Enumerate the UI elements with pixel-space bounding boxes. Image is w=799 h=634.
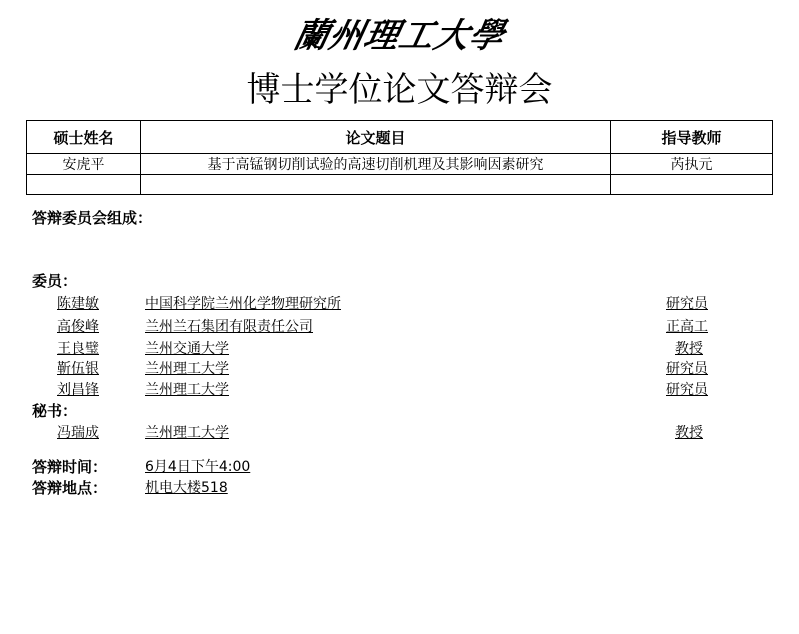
- cell-advisor: 芮执元: [611, 154, 773, 175]
- member-org: 兰州兰石集团有限责任公司: [145, 319, 313, 335]
- thesis-table: [26, 120, 773, 195]
- defense-place-value: 机电大楼518: [145, 480, 228, 496]
- defense-time-value: 6月4日下午4:00: [145, 459, 251, 475]
- cell-empty: [27, 175, 141, 195]
- member-name: 陈建敏: [57, 296, 99, 312]
- member-title: 研究员: [666, 361, 708, 377]
- header-advisor: 指导教师: [611, 121, 773, 154]
- member-org: 兰州交通大学: [145, 341, 229, 357]
- table-header-row: [27, 121, 773, 154]
- page-title: 博士学位论文答辩会: [246, 70, 553, 110]
- cell-empty: [141, 175, 611, 195]
- secretary-label: 秘书：: [32, 402, 78, 420]
- table-row: [27, 154, 773, 175]
- cell-thesis-title: 基于高锰钢切削试验的高速切削机理及其影响因素研究: [141, 154, 611, 175]
- member-title: 正高工: [666, 319, 708, 335]
- member-name: 高俊峰: [57, 319, 99, 335]
- member-name: 靳伍银: [57, 361, 99, 377]
- secretary-title: 教授: [675, 425, 703, 441]
- header-thesis-title: 论文题目: [141, 121, 611, 154]
- member-name: 王良璧: [57, 341, 99, 357]
- member-title: 教授: [675, 341, 703, 357]
- secretary-name: 冯瑞成: [57, 425, 99, 441]
- defense-time-label: 答辩时间：: [32, 458, 108, 476]
- cell-empty: [611, 175, 773, 195]
- defense-place-label: 答辩地点：: [32, 479, 108, 497]
- member-org: 中国科学院兰州化学物理研究所: [145, 296, 341, 312]
- member-org: 兰州理工大学: [145, 361, 229, 377]
- secretary-org: 兰州理工大学: [145, 425, 229, 441]
- table-row: [27, 175, 773, 195]
- member-title: 研究员: [666, 382, 708, 398]
- university-logo: 蘭州理工大學: [290, 16, 509, 56]
- members-label: 委员：: [32, 272, 78, 290]
- member-name: 刘昌锋: [57, 382, 99, 398]
- member-org: 兰州理工大学: [145, 382, 229, 398]
- member-title: 研究员: [666, 296, 708, 312]
- cell-student-name: 安虎平: [27, 154, 141, 175]
- header-student-name: 硕士姓名: [27, 121, 141, 154]
- committee-label: 答辩委员会组成：: [32, 209, 153, 227]
